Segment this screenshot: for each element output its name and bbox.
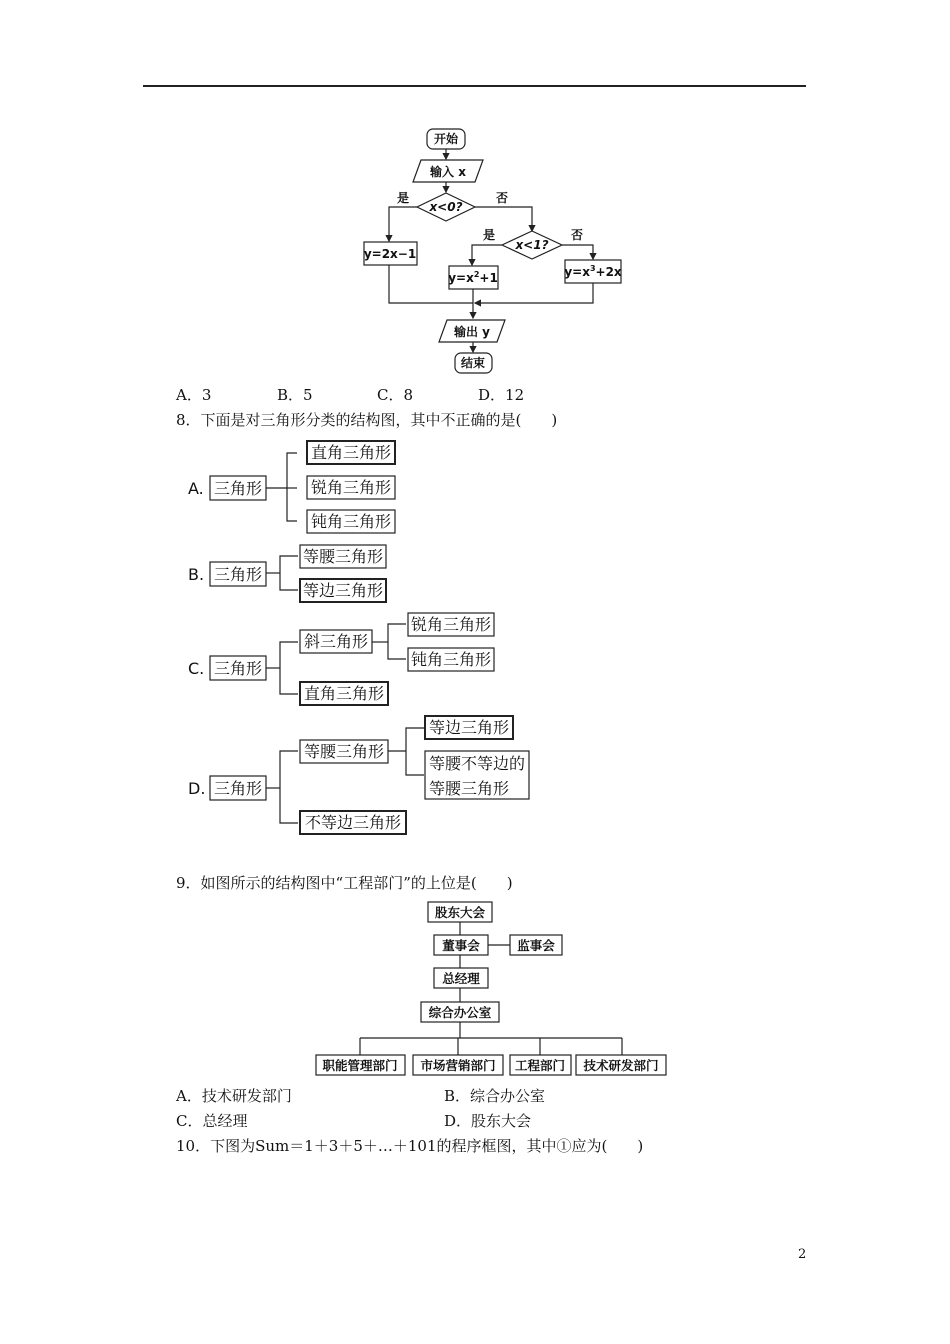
- flow-input-label: 输入 x: [430, 165, 466, 179]
- org-top-text: 股东大会: [434, 905, 486, 920]
- flow-start-label: 开始: [433, 132, 459, 146]
- d-root-text: 三角形: [213, 779, 263, 798]
- flowchart: [355, 120, 635, 382]
- flow-box-mid-label: $y=x^2+1$: [448, 270, 498, 285]
- c-mid-child-1-text: 锐角三角形: [410, 615, 492, 634]
- org-dept-3-text: 工程部门: [514, 1058, 566, 1073]
- c-root-text: 三角形: [213, 659, 263, 678]
- q9-option-a: A．技术研发部门: [176, 1087, 292, 1105]
- org-gm-text: 总经理: [442, 971, 480, 986]
- org-dept-4-text: 技术研发部门: [583, 1058, 659, 1073]
- c-other-text: 直角三角形: [303, 684, 385, 703]
- d-other-text: 不等边三角形: [304, 813, 402, 832]
- flow-box-right-label: $y=x^3+2x$: [564, 264, 622, 279]
- d-label: D.: [188, 779, 206, 798]
- flow-cond2-yes: 是: [482, 228, 496, 242]
- org-board-text: 董事会: [442, 938, 480, 953]
- a-child-3-text: 钝角三角形: [310, 512, 392, 531]
- q7-option-a: A．3: [176, 386, 212, 404]
- flow-cond1-label: x<0?: [429, 200, 463, 214]
- b-child-2-text: 等边三角形: [302, 581, 384, 600]
- q8-stem: 8．下面是对三角形分类的结构图，其中不正确的是( ): [176, 411, 558, 429]
- a-label: A.: [188, 479, 204, 498]
- d-mid-text: 等腰三角形: [303, 742, 385, 761]
- b-child-1-text: 等腰三角形: [302, 547, 384, 566]
- org-dept-2-text: 市场营销部门: [420, 1058, 496, 1073]
- d-mid-child-2-line1: 等腰不等边的: [428, 754, 526, 773]
- flow-cond1-no: 否: [495, 191, 509, 205]
- d-mid-child-2-line2: 等腰三角形: [428, 779, 510, 798]
- org-chart: [310, 898, 675, 1080]
- a-child-1-text: 直角三角形: [310, 443, 392, 462]
- q7-option-b: B．5: [277, 386, 313, 404]
- org-office-text: 综合办公室: [428, 1005, 492, 1020]
- d-mid-child-1-text: 等边三角形: [428, 718, 510, 737]
- flow-cond2-label: x<1?: [515, 238, 549, 252]
- header-rule: [143, 85, 806, 87]
- b-root-text: 三角形: [213, 565, 263, 584]
- flow-cond2-no: 否: [570, 228, 584, 242]
- q7-option-c: C．8: [377, 386, 414, 404]
- a-child-2-text: 锐角三角形: [310, 478, 392, 497]
- org-dept-1-text: 职能管理部门: [322, 1058, 398, 1073]
- q9-option-c: C．总经理: [176, 1112, 248, 1130]
- q7-option-d: D．12: [478, 386, 525, 404]
- q9-option-b: B．综合办公室: [444, 1087, 546, 1105]
- q9-option-d: D．股东大会: [444, 1112, 532, 1130]
- flow-output-label: 输出 y: [453, 325, 491, 339]
- triangle-diagrams: [180, 436, 550, 842]
- q10-stem: 10．下图为Sum＝1＋3＋5＋…＋101的程序框图，其中①应为( ): [176, 1137, 644, 1155]
- b-label: B.: [188, 565, 205, 584]
- flow-box-left-label: y=2x−1: [363, 247, 417, 261]
- flow-end-label: 结束: [460, 356, 486, 370]
- c-label: C.: [188, 659, 205, 678]
- c-mid-text: 斜三角形: [303, 632, 369, 651]
- page-number: 2: [798, 1247, 807, 1262]
- flow-cond1-yes: 是: [396, 191, 410, 205]
- org-supervisor-text: 监事会: [517, 938, 555, 953]
- a-root-text: 三角形: [213, 479, 263, 498]
- q9-stem: 9．如图所示的结构图中“工程部门”的上位是( ): [176, 874, 513, 892]
- c-mid-child-2-text: 钝角三角形: [410, 650, 492, 669]
